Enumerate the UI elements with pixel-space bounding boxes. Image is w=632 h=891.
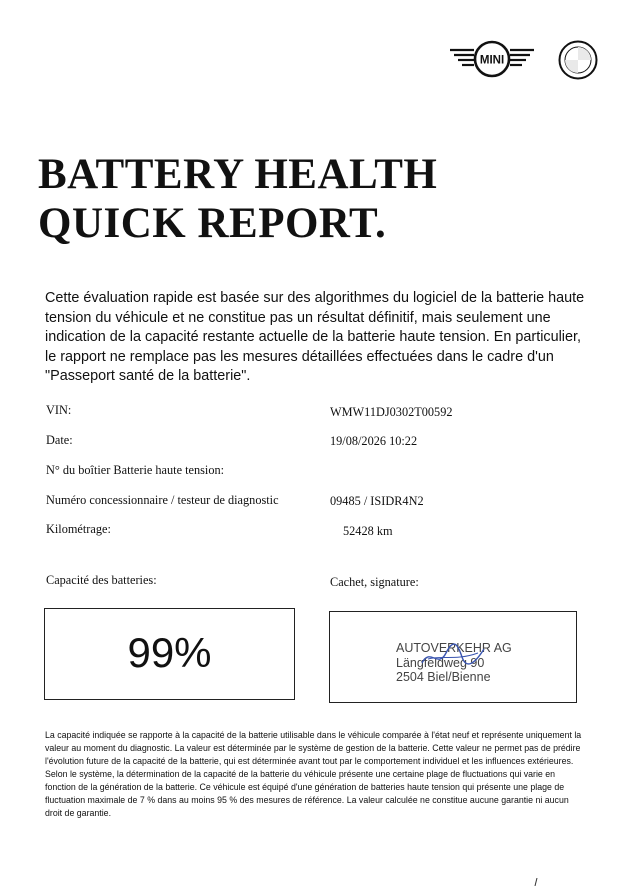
vin-value: WMW11DJ0302T00592 — [330, 405, 453, 419]
stamp-line-3: 2504 Biel/Bienne — [396, 670, 491, 684]
title-line-1: BATTERY HEALTH — [38, 151, 438, 198]
stamp-label: Cachet, signature: — [330, 575, 419, 589]
dealer-value: 09485 / ISIDR4N2 — [330, 494, 424, 508]
capacity-label: Capacité des batteries: — [46, 573, 157, 587]
date-label: Date: — [46, 433, 73, 447]
dealer-label: Numéro concessionnaire / testeur de diagnostic — [46, 493, 279, 507]
vin-label: VIN: — [46, 403, 72, 417]
stamp-line-2: Längfeldweg 90 — [396, 656, 485, 670]
signature-icon — [418, 639, 488, 671]
capacity-value: 99% — [127, 629, 212, 676]
footnote-disclaimer: La capacité indiquée se rapporte à la capacité de la batterie utilisable dans le véhicule comparée à l'état neuf et représente uniquement la valeur au moment du diagnostic. La valeur est déterminée par le système de gestion de la batterie. Cette valeur ne permet pas de prédire l'évolution future de la capacité de la batterie, qui est déterminée avant tout par le comportement individuel et les influences extérieures. Selon le système, la détermination de la capacité de la batterie du véhicule présente une certaine plage de fluctuations qui varie en fonction de la génération de la batterie. Ce véhicule est équipé d'une génération de batteries haute tension qui présente une plage de fluctuation maximale de 7 % dans au moins 95 % des mesures de référence. La valeur calculée ne constitue aucune garantie ni aucun droit de garantie. — [45, 730, 582, 818]
svg-text:MINI: MINI — [479, 54, 505, 67]
report-title — [38, 150, 437, 248]
date-value: 19/08/2026 10:22 — [330, 434, 418, 448]
intro-paragraph: Cette évaluation rapide est basée sur des algorithmes du logiciel de la batterie haute tension du véhicule et ne constitue pas un résultat définitif, mais seulement une indication de la capacité restante actuelle de la batterie haute tension. En particulier, le rapport ne remplace pas les mesures détaillées effectuées dans le cadre d'un "Passeport santé de la batterie". — [45, 290, 585, 384]
mileage-value: 52428 km — [343, 524, 393, 538]
mini-logo-icon — [448, 40, 536, 80]
mileage-label: Kilométrage: — [46, 522, 111, 536]
scan-mark-icon — [534, 878, 538, 886]
battery-box-label: N° du boîtier Batterie haute tension: — [46, 463, 225, 477]
title-line-2: QUICK REPORT. — [38, 200, 387, 247]
stamp-line-1: AUTOVERKEHR AG — [396, 641, 512, 655]
bmw-roundel-icon — [558, 40, 598, 80]
